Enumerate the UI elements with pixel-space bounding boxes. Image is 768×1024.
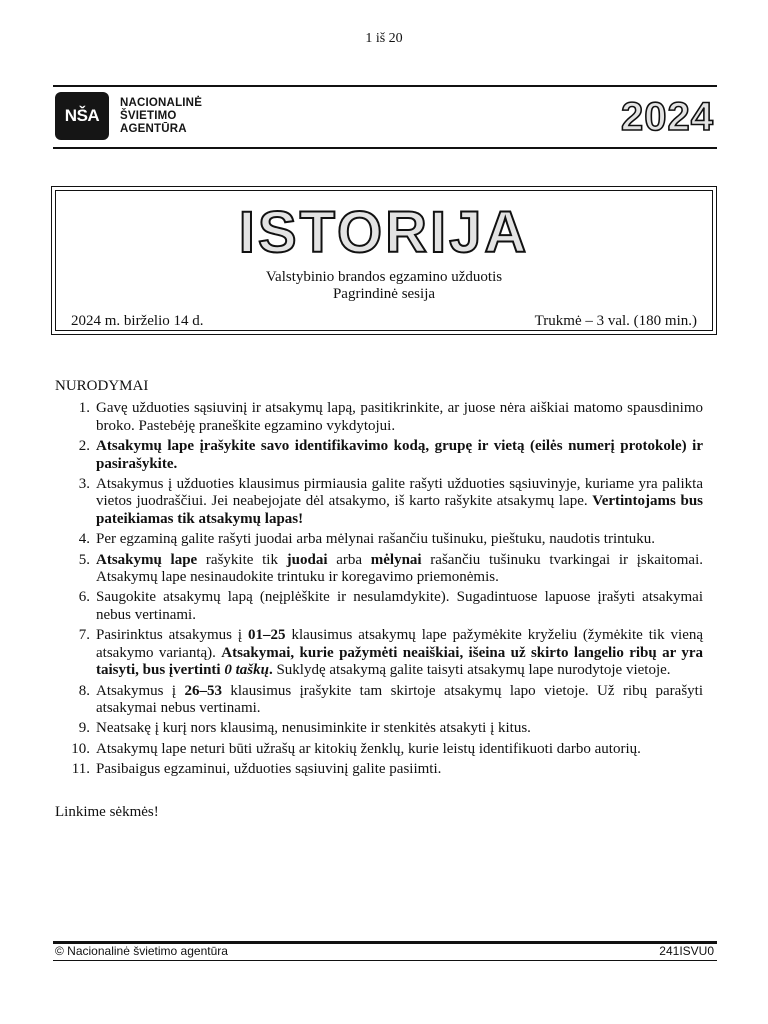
instruction-text: klausimus atsakymų lape pažymėkite kryželiu (žymėkite tik vieną atsakymo variantą). [96, 627, 704, 661]
instruction-number: 11. [71, 761, 90, 778]
instruction-text: Saugokite atsakymų lapą (neįplėškite ir nesulamdykite). Sugadintuose lapuose įrašyti atsakymai nebus vertinami. [96, 589, 703, 623]
title-box-inner [55, 190, 713, 331]
instruction-text: rašančiu tušinuku tvarkingai ir įskaitomai. Atsakymų lape nesinaudokite trintuku ir koregavimo priemonėmis. [96, 551, 703, 586]
instruction-item [55, 400, 703, 435]
exam-date: 2024 m. birželio 14 d. [71, 313, 204, 329]
subject-title: ISTORIJA [238, 200, 530, 265]
instruction-number: 5. [78, 551, 90, 568]
instruction-item [55, 720, 703, 737]
instruction-text: 26–53 [184, 682, 222, 699]
exam-subtitle [56, 269, 712, 303]
footer-rule-bottom [53, 960, 717, 961]
agency-name-line: ŠVIETIMO [120, 109, 177, 122]
footer-code: 241ISVU0 [659, 944, 714, 958]
instruction-text: Gavę užduoties sąsiuvinį ir atsakymų lapą, pasitikrinkite, ar juose nėra aiškiai matomo spausdinimo broko. Pastebėję praneškite egzamino vykdytojui. [96, 400, 703, 434]
instruction-item [55, 438, 703, 473]
instruction-number: 8. [78, 682, 90, 699]
instruction-text: klausimus įrašykite tam skirtoje atsakymų lapo vietoje. Už ribų parašyti atsakymai nebus vertinami. [96, 682, 703, 716]
agency-name-line: AGENTŪRA [120, 122, 187, 135]
agency-logo [55, 92, 202, 140]
instruction-text: Vertintojams bus pateikiamas tik atsakymų lapas! [96, 493, 704, 527]
instruction-number: 1. [78, 400, 90, 417]
instruction-text: 01–25 [248, 627, 286, 644]
instruction-text: 0 taškų [224, 662, 269, 679]
instruction-text: Per egzaminą galite rašyti juodai arba mėlynai rašančiu tušinuku, pieštuku, naudotis trintuku. [96, 531, 656, 548]
instruction-number: 7. [78, 627, 90, 644]
instruction-item [55, 552, 703, 587]
instruction-text: Suklydę atsakymą galite taisyti atsakymų lape nurodytoje vietoje. [272, 662, 671, 679]
instruction-item [55, 741, 703, 758]
exam-duration: Trukmė – 3 val. (180 min.) [534, 313, 697, 329]
agency-name [120, 97, 202, 136]
instruction-item [55, 761, 703, 778]
exam-year: 2024 [621, 95, 714, 139]
instruction-number: 3. [78, 476, 90, 493]
instruction-item [55, 683, 703, 718]
instruction-text: Atsakymus į [96, 682, 185, 699]
closing-text: Linkime sėkmės! [55, 803, 159, 820]
subtitle-line: Pagrindinė sesija [332, 286, 436, 302]
instructions-section [55, 378, 703, 821]
instruction-number: 9. [78, 720, 90, 737]
instruction-text: Atsakymų lape neturi būti užrašų ar kitokių ženklų, kurie leistų identifikuoti darbo autorių. [96, 740, 641, 757]
instruction-text: Pasirinktus atsakymus į [96, 627, 249, 644]
page-number: 1 iš 20 [365, 31, 403, 46]
instruction-item [55, 627, 703, 679]
instruction-number: 2. [78, 438, 90, 455]
instruction-number: 6. [78, 589, 90, 606]
instruction-item [55, 589, 703, 624]
subtitle-line: Valstybinio brandos egzamino užduotis [265, 269, 503, 285]
instruction-text: Pasibaigus egzaminui, užduoties sąsiuvinį galite pasiimti. [96, 761, 442, 778]
header-rule-top [53, 85, 717, 87]
instruction-text: Atsakymų lape įrašykite savo identifikavimo kodą, grupę ir vietą (eilės numerį protokole) ir pasirašykite. [96, 438, 703, 472]
instruction-text: Atsakymų lape [96, 551, 198, 568]
instruction-text: juodai [286, 551, 328, 568]
instruction-number: 4. [78, 531, 90, 548]
agency-name-line: NACIONALINĖ [120, 96, 203, 109]
instruction-text: . [268, 662, 273, 679]
instruction-text: mėlynai [370, 551, 422, 568]
instruction-text: rašykite tik [197, 551, 287, 568]
nsa-logo-mark: NŠA [55, 92, 109, 140]
instruction-number: 10. [71, 740, 90, 757]
title-box [51, 186, 717, 335]
instruction-item [55, 476, 703, 528]
instruction-text: Atsakymai, kurie pažymėti neaiškiai, išeina už skirto langelio ribų ar yra taisyti, bus įvertinti [96, 644, 703, 679]
instructions-list [55, 400, 703, 778]
instruction-text: Atsakymus į užduoties klausimus pirmiausia galite rašyti užduoties sąsiuvinyje, kuriame yra palikta vietos juodraščiui. Jei neabejojate dėl atsakymo, iš karto rašykite atsakymų lape. [96, 476, 703, 510]
header-rule-bottom [53, 147, 717, 149]
instruction-text: Neatsakę į kurį nors klausimą, nenusiminkite ir stenkitės atsakyti į kitus. [96, 720, 531, 737]
footer-copyright: © Nacionalinė švietimo agentūra [55, 944, 228, 958]
instructions-heading: NURODYMAI [55, 378, 149, 394]
instruction-item [55, 531, 703, 548]
instruction-text: arba [327, 551, 371, 568]
